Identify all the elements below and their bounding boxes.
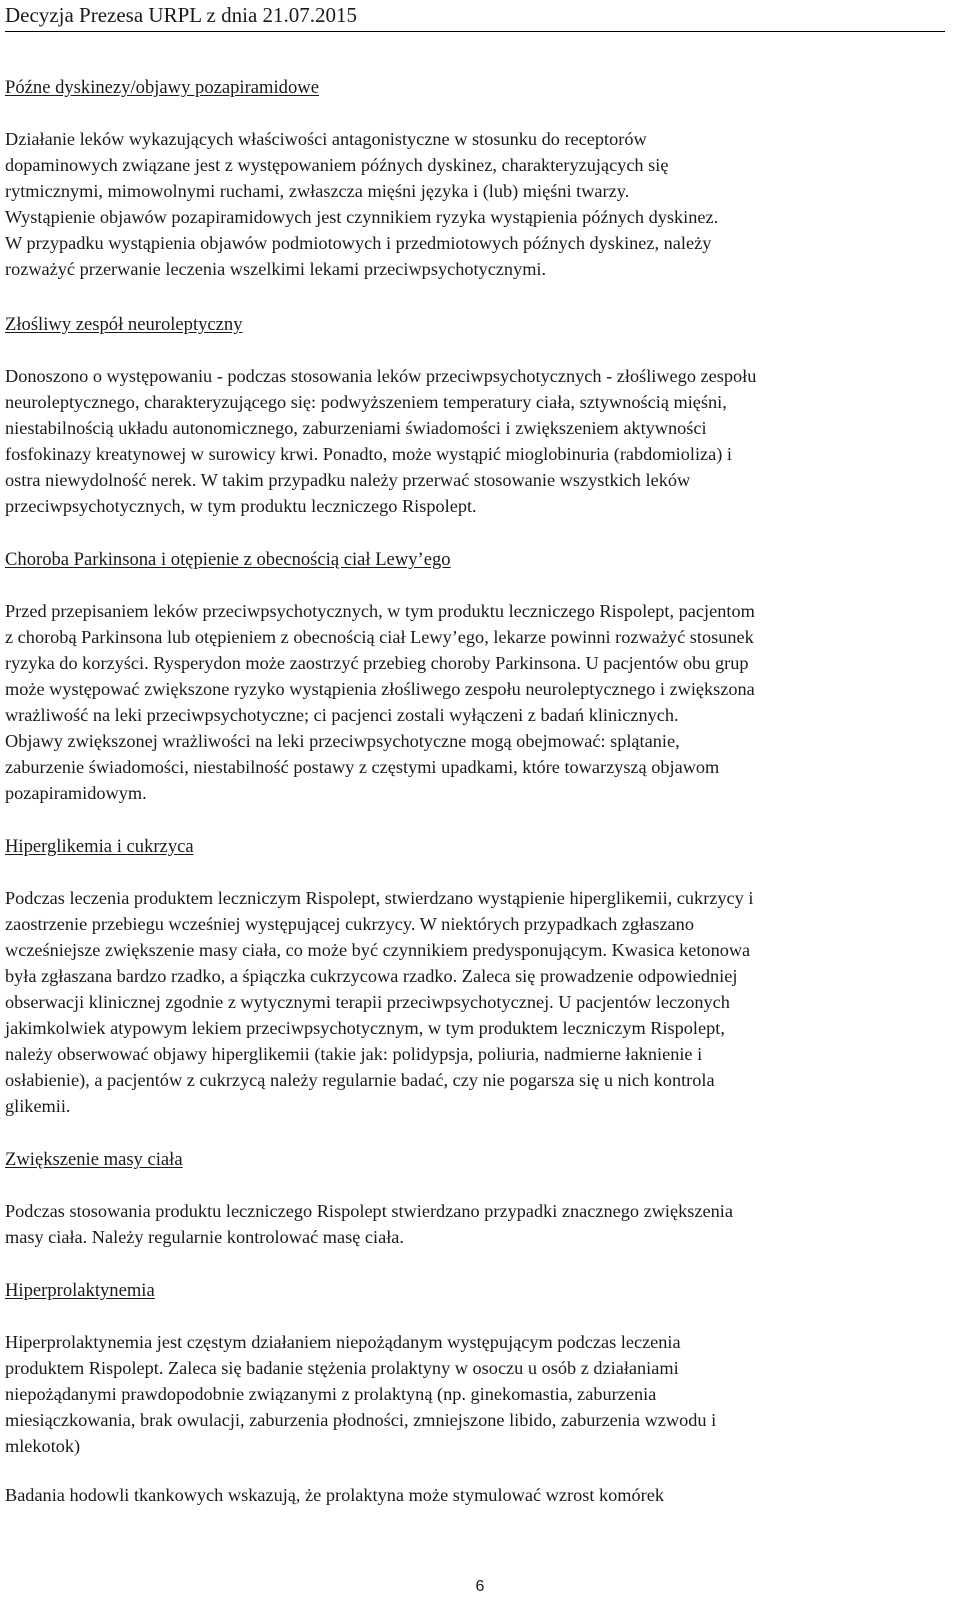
section-parkinson-dementia [5, 548, 945, 806]
text-line: zaburzenie świadomości, niestabilność postawy z częstymi upadkami, które towarzyszą objawom [5, 757, 720, 777]
page-number: 6 [475, 1578, 485, 1595]
text-line: z chorobą Parkinsona lub otępieniem z obecnością ciał Lewy’ego, lekarze powinni rozważyć stosunek [5, 627, 754, 647]
text-line: mlekotok) [5, 1436, 81, 1456]
section-hyperglycemia-diabetes [5, 835, 945, 1119]
text-line: była zgłaszana bardzo rzadko, a śpiączka cukrzycowa rzadko. Zaleca się prowadzenie odpowiedniej [5, 966, 738, 986]
text-line: zaostrzenie przebiegu wcześniej występującej cukrzycy. W niektórych przypadkach zgłaszano [5, 914, 694, 934]
text-line: przeciwpsychotycznych, w tym produktu leczniczego Rispolept. [5, 496, 477, 516]
text-line: miesiączkowania, brak owulacji, zaburzenia płodności, zmniejszone libido, zaburzenia wzwodu i [5, 1410, 717, 1430]
text-line: Wystąpienie objawów pozapiramidowych jest czynnikiem ryzyka wystąpienia późnych dyskinez. [5, 207, 719, 227]
text-line: ostra niewydolność nerek. W takim przypadku należy przerwać stosowanie wszystkich leków [5, 470, 691, 490]
text-line: osłabienie), a pacjentów z cukrzycą należy regularnie badać, czy nie pogarsza się u nich kontrola [5, 1070, 715, 1090]
section-neuroleptic-malignant-syndrome [5, 313, 945, 519]
text-line: Badania hodowli tkankowych wskazują, że prolaktyna może stymulować wzrost komórek [5, 1485, 664, 1505]
section-title: Hiperprolaktynemia [5, 1280, 155, 1301]
paragraph [5, 1482, 945, 1508]
text-line: ryzyka do korzyści. Rysperydon może zaostrzyć przebieg choroby Parkinsona. U pacjentów obu grup [5, 653, 749, 673]
section-late-dyskinesia [5, 76, 945, 282]
text-line: należy obserwować objawy hiperglikemii (takie jak: polidypsja, poliuria, nadmierne łaknienie i [5, 1044, 703, 1064]
text-line: produktem Rispolept. Zaleca się badanie stężenia prolaktyny w osoczu u osób z działaniami [5, 1358, 679, 1378]
paragraph [5, 885, 945, 1119]
text-line: Hiperprolaktynemia jest częstym działaniem niepożądanym występującym podczas leczenia [5, 1332, 681, 1352]
text-line: Podczas stosowania produktu leczniczego Rispolept stwierdzano przypadki znacznego zwiększenia [5, 1201, 733, 1221]
text-line: wrażliwość na leki przeciwpsychotyczne; ci pacjenci zostali wyłączeni z badań klinicznych. [5, 705, 679, 725]
text-line: Przed przepisaniem leków przeciwpsychotycznych, w tym produktu leczniczego Rispolept, pacjentom [5, 601, 755, 621]
text-line: dopaminowych związane jest z występowaniem późnych dyskinez, charakteryzujących się [5, 155, 669, 175]
paragraph [5, 126, 945, 282]
section-title: Złośliwy zespół neuroleptyczny [5, 314, 243, 335]
document-page [5, 0, 945, 1508]
text-line: Objawy zwiększonej wrażliwości na leki przeciwpsychotyczne mogą obejmować: splątanie, [5, 731, 680, 751]
text-line: jakimkolwiek atypowym lekiem przeciwpsychotycznym, w tym produktem leczniczym Rispolept, [5, 1018, 725, 1038]
text-line: fosfokinazy kreatynowej w surowicy krwi. Ponadto, może wystąpić mioglobinuria (rabdomioliza) i [5, 444, 733, 464]
text-line: niepożądanymi prawdopodobnie związanymi z prolaktyną (np. ginekomastia, zaburzenia [5, 1384, 657, 1404]
text-line: wcześniejsze zwiększenie masy ciała, co może być czynnikiem predysponującym. Kwasica ketonowa [5, 940, 751, 960]
text-line: Podczas leczenia produktem leczniczym Rispolept, stwierdzano wystąpienie hiperglikemii, cukrzycy i [5, 888, 754, 908]
section-weight-gain [5, 1148, 945, 1250]
text-line: glikemii. [5, 1096, 71, 1116]
paragraph [5, 1329, 945, 1459]
text-line: niestabilnością układu autonomicznego, zaburzeniami świadomości i zwiększeniem aktywności [5, 418, 707, 438]
text-line: W przypadku wystąpienia objawów podmiotowych i przedmiotowych późnych dyskinez, należy [5, 233, 712, 253]
paragraph [5, 363, 945, 519]
section-hyperprolactinemia [5, 1279, 945, 1508]
text-line: rozważyć przerwanie leczenia wszelkimi lekami przeciwpsychotycznymi. [5, 259, 547, 279]
text-line: pozapiramidowym. [5, 783, 147, 803]
text-line: Donoszono o występowaniu - podczas stosowania leków przeciwpsychotycznych - złośliwego zespołu [5, 366, 757, 386]
section-title: Hiperglikemia i cukrzyca [5, 836, 194, 857]
paragraph [5, 598, 945, 806]
text-line: Działanie leków wykazujących właściwości antagonistyczne w stosunku do receptorów [5, 129, 647, 149]
text-line: neuroleptycznego, charakteryzującego się: podwyższeniem temperatury ciała, sztywnością mięśni, [5, 392, 727, 412]
text-line: obserwacji klinicznej zgodnie z wytycznymi terapii przeciwpsychotycznej. U pacjentów leczonych [5, 992, 730, 1012]
header-rule [5, 31, 945, 32]
section-title: Późne dyskinezy/objawy pozapiramidowe [5, 77, 319, 98]
section-title: Choroba Parkinsona i otępienie z obecnością ciał Lewy’ego [5, 549, 451, 570]
text-line: masy ciała. Należy regularnie kontrolować masę ciała. [5, 1227, 404, 1247]
text-line: rytmicznymi, mimowolnymi ruchami, zwłaszcza mięśni języka i (lub) mięśni twarzy. [5, 181, 630, 201]
document-header: Decyzja Prezesa URPL z dnia 21.07.2015 [5, 3, 358, 27]
paragraph [5, 1198, 945, 1250]
section-title: Zwiększenie masy ciała [5, 1149, 183, 1170]
text-line: może występować zwiększone ryzyko wystąpienia złośliwego zespołu neuroleptycznego i zwiększona [5, 679, 755, 699]
